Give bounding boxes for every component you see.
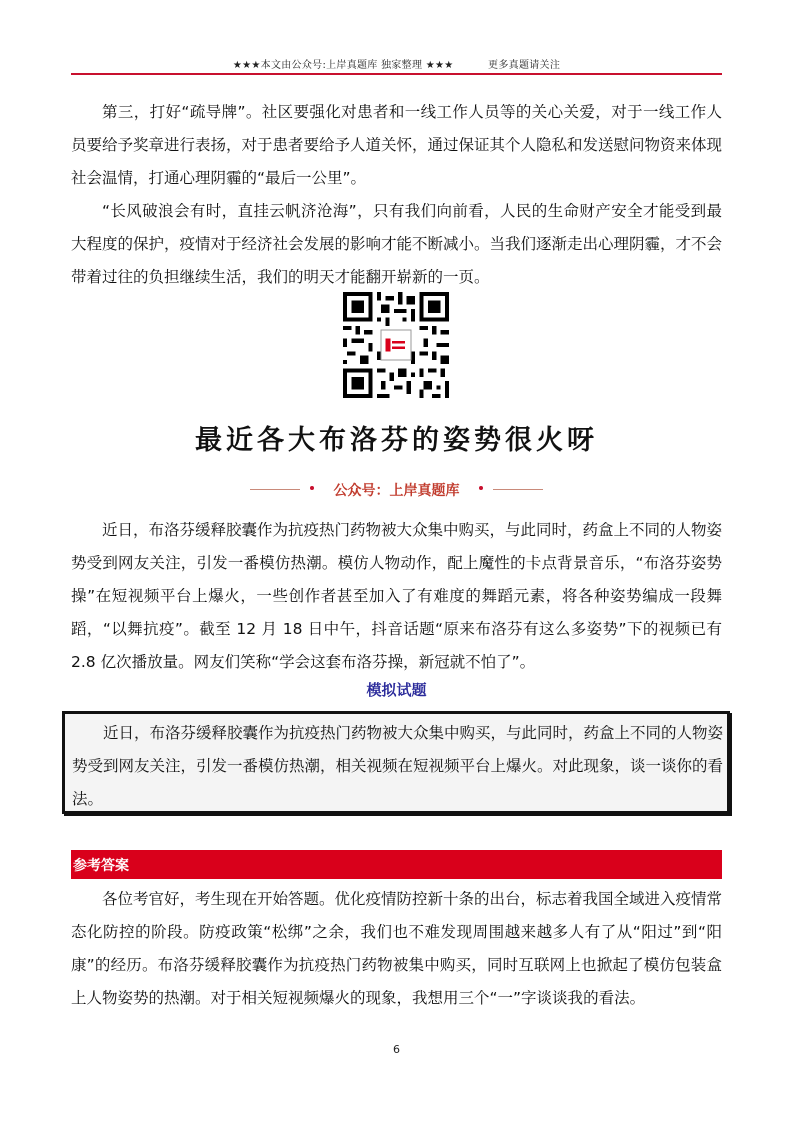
- reference-answer-bar: [71, 850, 722, 879]
- source-dot-left: [310, 486, 314, 490]
- header-divider: [71, 73, 722, 75]
- qr-code-icon[interactable]: [343, 292, 449, 398]
- header-right-text: 更多真题请关注: [488, 60, 561, 71]
- source-line: [250, 480, 543, 500]
- source-label: 公众号：上岸真题库: [333, 483, 460, 499]
- source-rule-right: [493, 489, 543, 490]
- paragraph-conclusion: “长风破浪会有时，直挂云帆济沧海”，只有我们向前看，人民的生命财产安全才能受到最大程度的保护，疫情对于经济社会发展的影响才能不断减小。当我们逐渐走出心理阴霾，才不会带着过往的负担继续生活，我们的明天才能翻开崭新的一页。: [71, 202, 723, 286]
- mock-question-heading: 模拟试题: [366, 681, 427, 699]
- page-number: 6: [393, 1043, 400, 1056]
- article-title: 最近各大布洛芬的姿势很火呀: [195, 425, 598, 456]
- mock-question-box: [62, 711, 730, 814]
- header-left-text: ★★★本文由公众号:上岸真题库 独家整理 ★★★: [232, 60, 454, 71]
- page-header: [0, 56, 793, 71]
- article-body: 近日，布洛芬缓释胶囊作为抗疫热门药物被大众集中购买，与此同时，药盒上不同的人物姿势受到网友关注，引发一番模仿热潮。模仿人物动作，配上魔性的卡点背景音乐，“布洛芬姿势操”在短视频平台上爆火，一些创作者甚至加入了有难度的舞蹈元素，将各种姿势编成一段舞蹈，“以舞抗疫”。截至 12 月 18 日中午，抖音话题“原来布洛芬有这么多姿势”下的视频已有 2.8 亿次播放量。网友们笑称“学会这套布洛芬操，新冠就不怕了”。: [71, 521, 723, 671]
- mock-question-text: 近日，布洛芬缓释胶囊作为抗疫热门药物被大众集中购买，与此同时，药盒上不同的人物姿势受到网友关注，引发一番模仿热潮，相关视频在短视频平台上爆火。对此现象，谈一谈你的看法。: [72, 724, 724, 808]
- source-dot-right: [479, 486, 483, 490]
- reference-answer-text: 各位考官好，考生现在开始答题。优化疫情防控新十条的出台，标志着我国全域进入疫情常态化防控的阶段。防疫政策“松绑”之余，我们也不难发现周围越来越多人有了从“阳过”到“阳康”的经历。布洛芬缓释胶囊作为抗疫热门药物被集中购买，同时互联网上也掀起了模仿包装盒上人物姿势的热潮。对于相关短视频爆火的现象，我想用三个“一”字谈谈我的看法。: [71, 890, 723, 1007]
- source-rule-left: [250, 489, 300, 490]
- reference-answer-label: 参考答案: [73, 858, 129, 874]
- paragraph-third-point: 第三，打好“疏导牌”。社区要强化对患者和一线工作人员等的关心关爱，对于一线工作人员要给予奖章进行表扬，对于患者要给予人道关怀，通过保证其个人隐私和发送慰问物资来体现社会温情，打通心理阴霾的“最后一公里”。: [71, 103, 723, 187]
